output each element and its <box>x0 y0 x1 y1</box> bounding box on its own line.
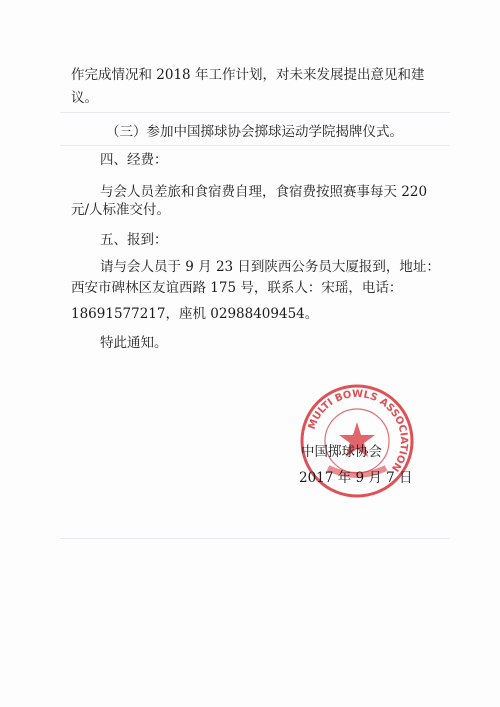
closing-line: 特此通知。 <box>100 335 168 351</box>
signing-organization: 中国掷球协会 <box>301 444 382 460</box>
body-line: 元/人标准交付。 <box>71 202 171 218</box>
contact-line: 18691577217，座机 02988409454。 <box>71 306 319 322</box>
section-heading-funding: 四、经费： <box>100 152 168 168</box>
section-heading-registration: 五、报到： <box>100 232 168 248</box>
svg-text:MULTI BOWLS ASSOCIATION: MULTI BOWLS ASSOCIATION <box>306 388 410 474</box>
agenda-item-3: （三）参加中国掷球协会掷球运动学院揭牌仪式。 <box>106 124 403 140</box>
body-line: 请与会人员于 9 月 23 日到陕西公务员大厦报到，地址： <box>100 259 440 275</box>
signing-date: 2017 年 9 月 7 日 <box>299 470 413 486</box>
body-line: 议。 <box>71 90 98 106</box>
show-through-rule <box>60 145 450 146</box>
body-line: 西安市碑林区友谊西路 175 号，联系人：宋瑶，电话： <box>71 280 403 296</box>
body-line: 作完成情况和 2018 年工作计划，对未来发展提出意见和建 <box>71 67 425 83</box>
show-through-rule <box>60 112 450 113</box>
show-through-rule <box>60 538 450 539</box>
body-line: 与会人员差旅和食宿费自理，食宿费按照赛事每天 220 <box>100 184 428 200</box>
